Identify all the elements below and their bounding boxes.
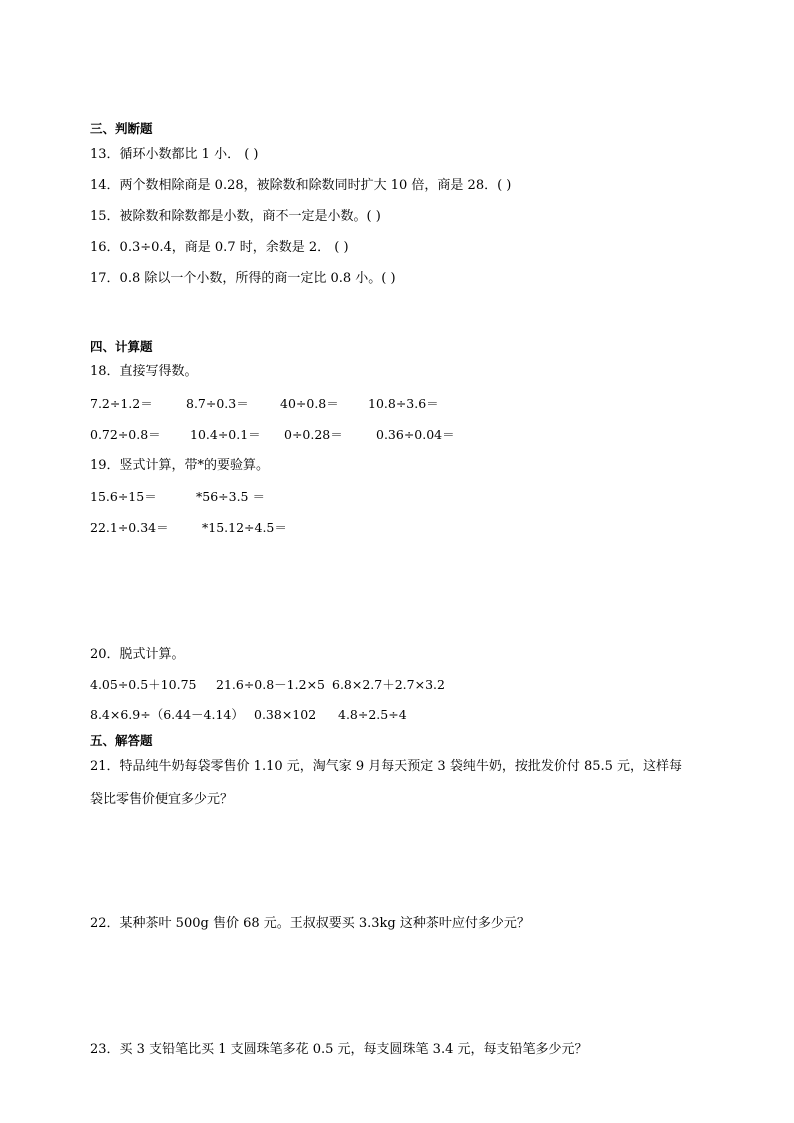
calc-item: 0.72÷0.8＝ (90, 427, 161, 442)
calc-item: 6.8×2.7＋2.7×3.2 (332, 677, 445, 692)
calc-item: 0÷0.28＝ (284, 427, 343, 442)
calc-item: 4.05÷0.5＋10.75 (90, 677, 197, 692)
question-23: 23．买 3 支铅笔比买 1 支圆珠笔多花 0.5 元，每支圆珠笔 3.4 元，每支铅笔多少元？ (90, 1042, 588, 1057)
section-calculation-heading: 四、计算题 (90, 339, 153, 354)
calc-item: 4.8÷2.5÷4 (338, 707, 407, 722)
calc-item: 0.38×102 (254, 707, 317, 722)
calc-item: 21.6÷0.8－1.2×5 (216, 677, 325, 692)
question-20: 20．脱式计算。 (90, 647, 185, 662)
calc-item: *56÷3.5 ＝ (196, 489, 265, 504)
question-14: 14．两个数相除商是 0.28，被除数和除数同时扩大 10 倍，商是 28．( ) (90, 178, 512, 193)
question-21-line-2: 袋比零售价便宜多少元？ (90, 792, 234, 807)
question-15: 15．被除数和除数都是小数，商不一定是小数。( ) (90, 209, 381, 224)
question-22: 22．某种茶叶 500g 售价 68 元。王叔叔要买 3.3kg 这种茶叶应付多少元？ (90, 916, 530, 931)
calc-item: 15.6÷15＝ (90, 489, 157, 504)
section-judgement-heading: 三、判断题 (90, 121, 153, 136)
calc-item: *15.12÷4.5＝ (202, 520, 287, 535)
calc-item: 0.36÷0.04＝ (376, 427, 455, 442)
section-solve-heading: 五、解答题 (90, 733, 153, 748)
calc-item: 8.4×6.9÷（6.44－4.14） (90, 707, 244, 722)
calc-item: 40÷0.8＝ (280, 396, 339, 411)
calc-item: 10.4÷0.1＝ (190, 427, 261, 442)
calc-item: 22.1÷0.34＝ (90, 520, 169, 535)
question-19: 19．竖式计算，带*的要验算。 (90, 458, 270, 473)
question-21-line-1: 21．特品纯牛奶每袋零售价 1.10 元，淘气家 9 月每天预定 3 袋纯牛奶，按批发价付 85.5 元，这样每 (90, 759, 683, 774)
calc-item: 8.7÷0.3＝ (186, 396, 249, 411)
question-16: 16．0.3÷0.4，商是 0.7 时，余数是 2． ( ) (90, 240, 349, 255)
question-18: 18．直接写得数。 (90, 364, 198, 379)
question-13: 13．循环小数都比 1 小． ( ) (90, 147, 259, 162)
question-17: 17．0.8 除以一个小数，所得的商一定比 0.8 小。( ) (90, 271, 396, 286)
calc-item: 7.2÷1.2＝ (90, 396, 153, 411)
calc-item: 10.8÷3.6＝ (368, 396, 439, 411)
